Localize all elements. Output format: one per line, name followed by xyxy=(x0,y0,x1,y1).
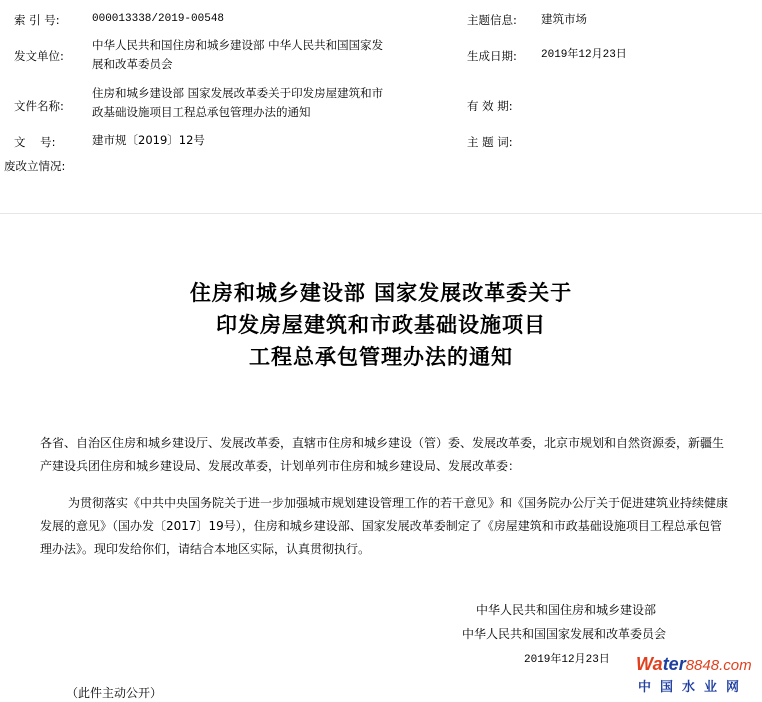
main-paragraph: 为贯彻落实《中共中央国务院关于进一步加强城市规划建设管理工作的若干意见》和《国务院办公厅关于促进建筑业持续健康发展的意见》（国办发〔2017〕19号），住房和城乡建设部、国家发展改革委制定了《房屋建筑和市政基础设施项目工程总承包管理办法》。现印发给你们，请结合本地区实际，认真贯彻执行。 xyxy=(40,496,729,556)
divider xyxy=(0,213,762,214)
date-value: 2019年12月23日 xyxy=(541,49,627,61)
index-value: 000013338/2019-00548 xyxy=(92,13,225,25)
issuer-value: 中华人民共和国住房和城乡建设部 中华人民共和国国家发展和改革委员会 xyxy=(92,38,384,71)
page-title xyxy=(0,278,762,374)
public-note: （此件主动公开） xyxy=(66,686,163,700)
document-metadata xyxy=(0,0,762,215)
watermark-latin xyxy=(636,654,752,675)
date-label: 生成日期: xyxy=(467,49,517,63)
watermark-latin-part-1: Wa xyxy=(636,654,663,674)
signature-org-1: 中华人民共和国住房和城乡建设部 xyxy=(476,603,657,617)
topic-value: 建筑市场 xyxy=(541,12,587,26)
filename-value: 住房和城乡建设部 国家发展改革委关于印发房屋建筑和市政基础设施项目工程总承包管理办法的通知 xyxy=(92,86,384,119)
title-line-2: 印发房屋建筑和市政基础设施项目 xyxy=(216,312,546,337)
addressee-paragraph: 各省、自治区住房和城乡建设厅、发展改革委，直辖市住房和城乡建设（管）委、发展改革委，北京市规划和自然资源委，新疆生产建设兵团住房和城乡建设局、发展改革委，计划单列市住房和城乡建设局、发展改革委： xyxy=(40,436,725,473)
validity-label: 有 效 期: xyxy=(467,99,513,113)
watermark-digits: 8848.com xyxy=(685,657,752,674)
title-line-3: 工程总承包管理办法的通知 xyxy=(249,344,513,369)
docno-label: 文 号: xyxy=(14,135,56,149)
issuer-label: 发文单位: xyxy=(14,49,64,63)
index-label: 索 引 号: xyxy=(14,13,60,27)
watermark-chinese: 中国水业网 xyxy=(638,680,749,695)
abolish-label: 废改立情况: xyxy=(4,159,66,173)
filename-label: 文件名称: xyxy=(14,99,64,113)
subject-label: 主 题 词: xyxy=(467,135,513,149)
title-line-1: 住房和城乡建设部 国家发展改革委关于 xyxy=(189,280,573,305)
watermark-logo xyxy=(636,654,756,696)
docno-value: 建市规〔2019〕12号 xyxy=(92,133,205,147)
signature-date: 2019年12月23日 xyxy=(524,654,610,666)
signature-org-2: 中华人民共和国国家发展和改革委员会 xyxy=(462,627,667,641)
topic-label: 主题信息: xyxy=(467,13,517,27)
watermark-latin-part-2: ter xyxy=(662,654,686,674)
